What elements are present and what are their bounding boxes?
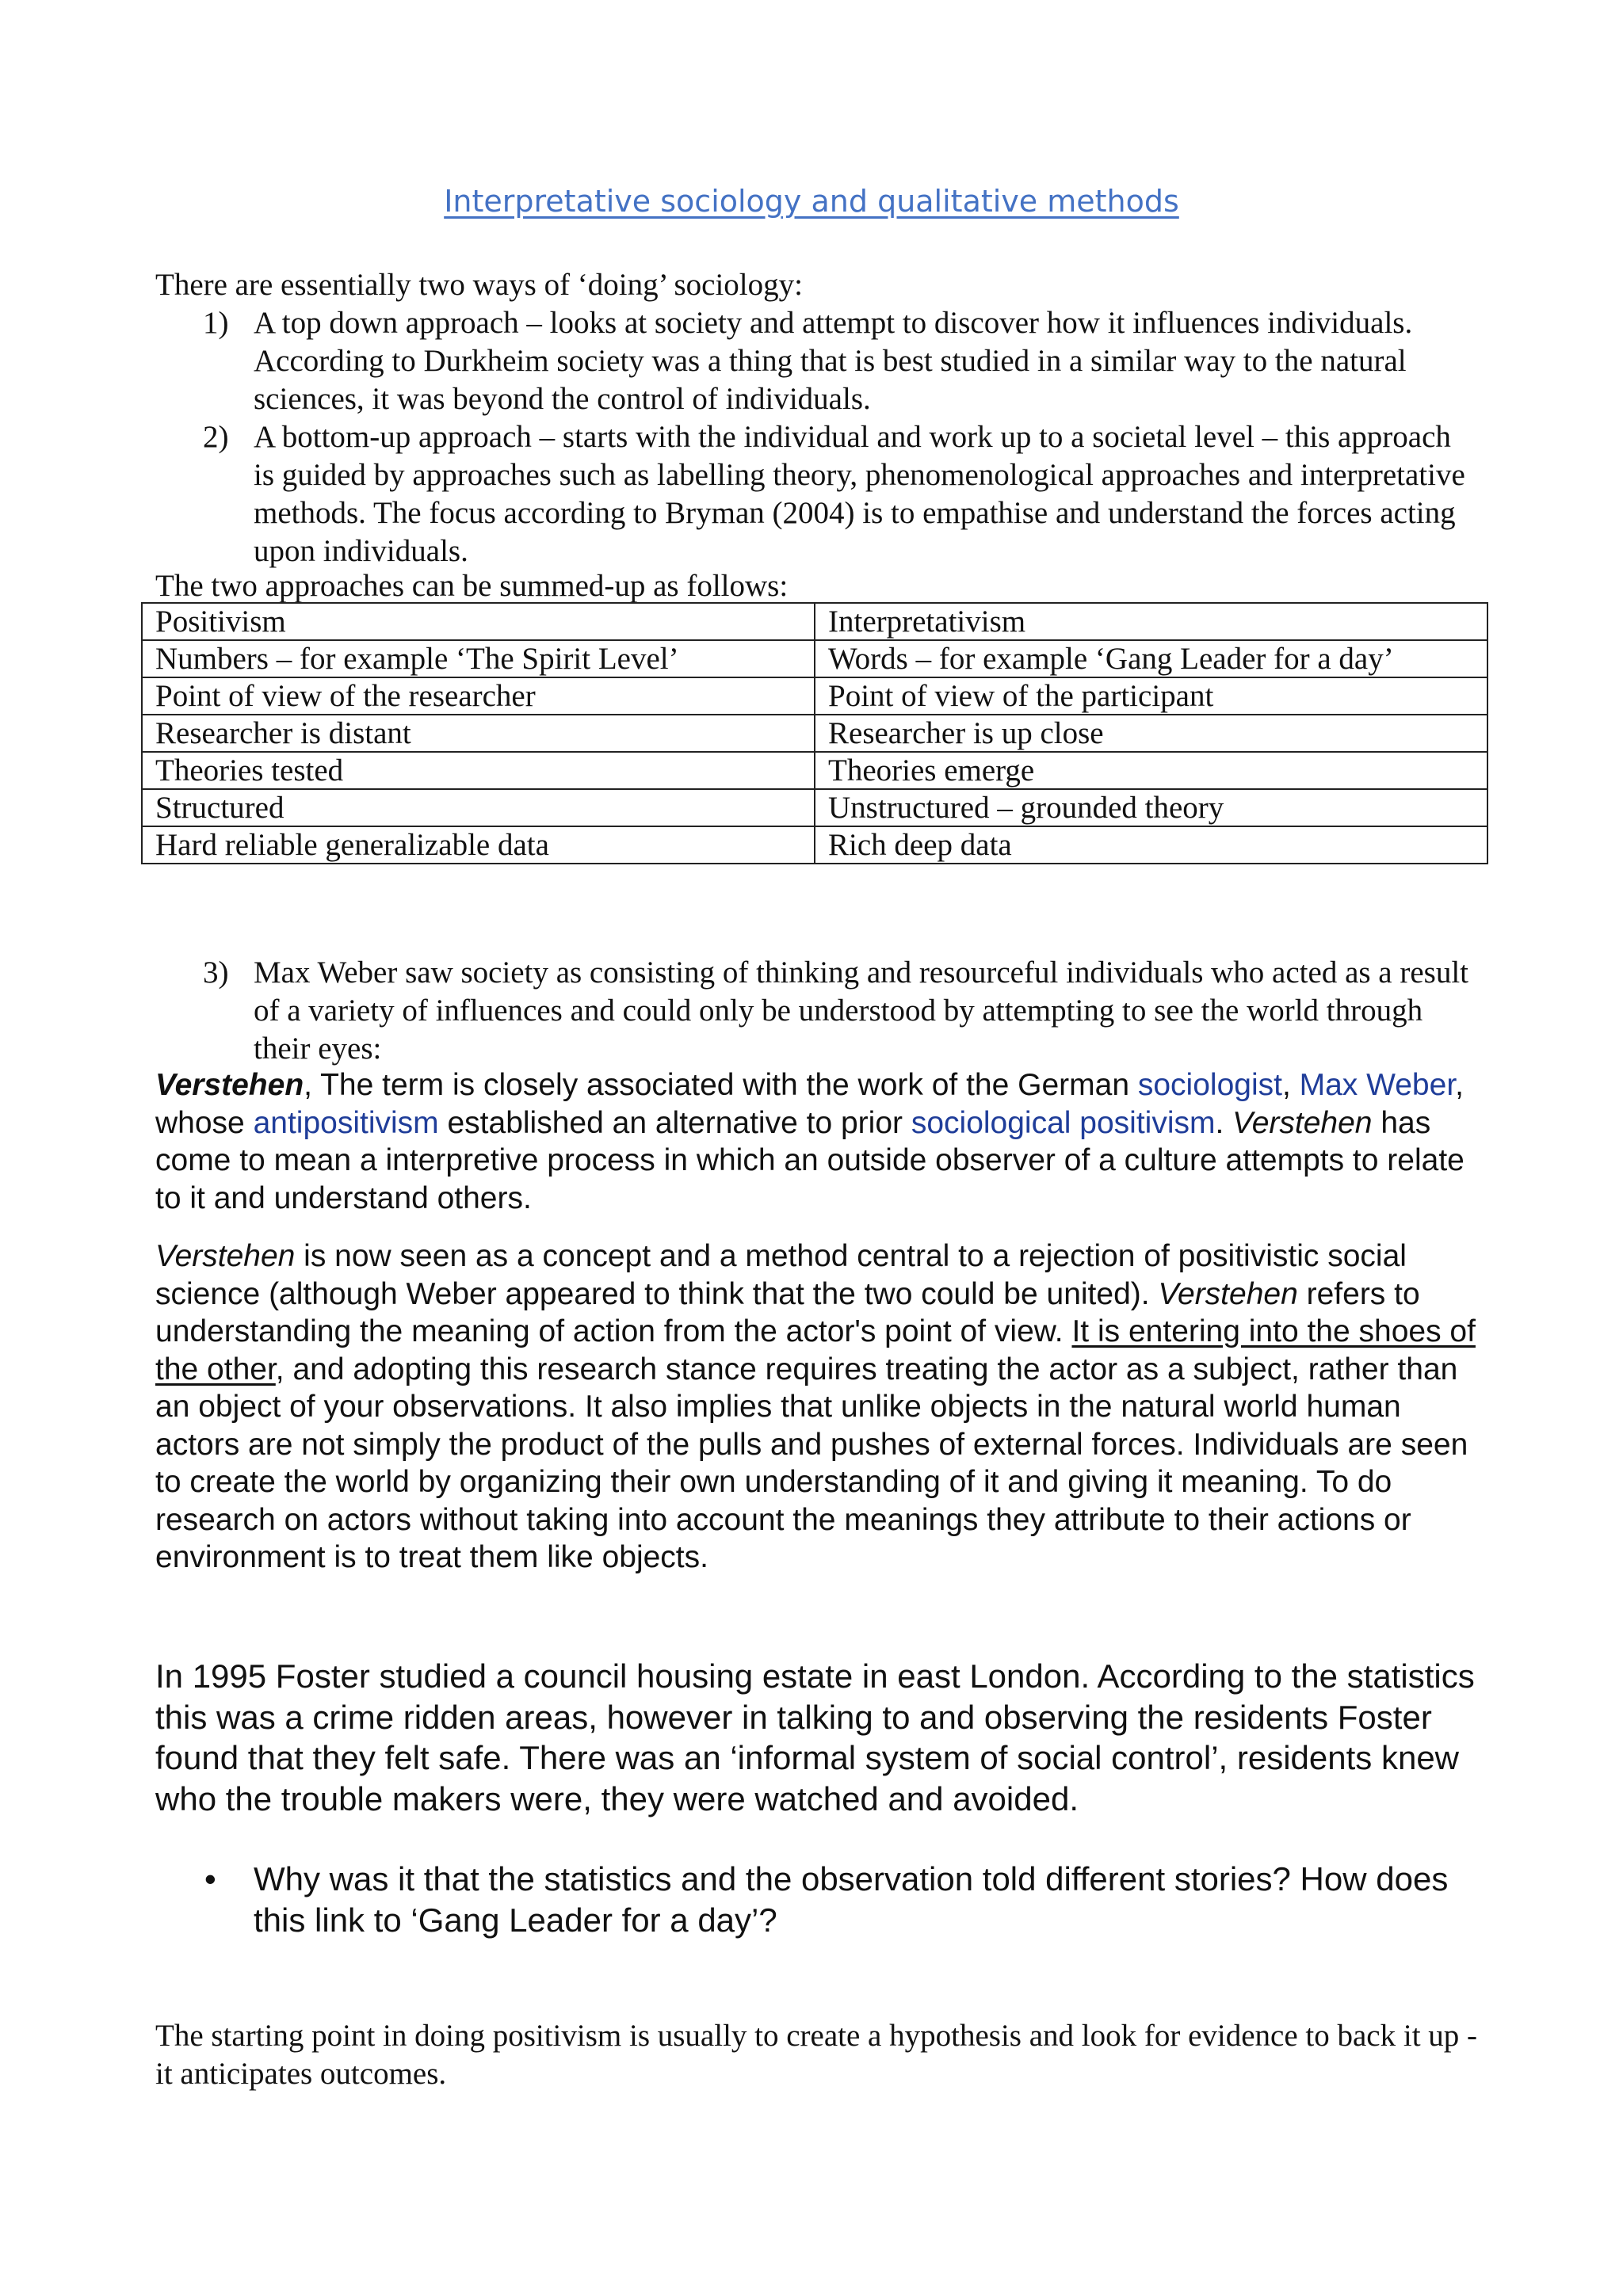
text-run: , The term is closely associated with the work of the German: [304, 1068, 1138, 1102]
closing-paragraph: The starting point in doing positivism is usually to create a hypothesis and look for evidence to back it up - it anticipates outcomes.: [155, 2019, 1478, 2091]
table-cell: Point of view of the participant: [815, 677, 1487, 715]
table-cell: Researcher is distant: [142, 715, 815, 752]
table-row: [142, 677, 1487, 715]
table-cell: Positivism: [142, 603, 815, 640]
list-number: 1): [203, 306, 229, 340]
list-text: A top down approach – looks at society and attempt to discover how it influences individuals. According to Durkheim society was a thing that is best studied in a similar way to the natural sciences, it was beyond the control of individuals.: [254, 306, 1413, 416]
table-row: [142, 826, 1487, 864]
intro-paragraph: There are essentially two ways of ‘doing’ sociology:: [155, 268, 803, 302]
verstehen-term: Verstehen: [1232, 1105, 1373, 1140]
table-cell: Structured: [142, 789, 815, 826]
foster-paragraph: In 1995 Foster studied a council housing estate in east London. According to the statistics this was a crime ridden areas, however in talking to and observing the residents Foster found that they felt safe. There was an ‘informal system of social control’, residents knew who the trouble makers were, they were watched and avoided.: [155, 1657, 1475, 1817]
table-cell: Numbers – for example ‘The Spirit Level’: [142, 640, 815, 677]
text-run: refers to understanding the meaning of action from the actor's point of view.: [155, 1276, 1420, 1348]
link-antipositivism[interactable]: antipositivism: [253, 1105, 439, 1140]
verstehen-term: Verstehen: [155, 1068, 304, 1102]
table-cell: Unstructured – grounded theory: [815, 789, 1487, 826]
text-run: ,: [1281, 1068, 1300, 1102]
list-number: 2): [203, 420, 229, 454]
table-intro: The two approaches can be summed-up as follows:: [155, 569, 789, 603]
bullet-question: Why was it that the statistics and the observation told different stories? How does this link to ‘Gang Leader for a day’?: [254, 1860, 1449, 1939]
link-sociologist[interactable]: sociologist: [1137, 1068, 1282, 1102]
link-max-weber[interactable]: Max Weber: [1299, 1068, 1456, 1102]
table-cell: Theories tested: [142, 752, 815, 789]
text-run: , whose: [155, 1068, 1464, 1140]
table-row: [142, 640, 1487, 677]
verstehen-explanation: [155, 1238, 1487, 1577]
table-cell: Hard reliable generalizable data: [142, 826, 815, 864]
table-cell: Interpretativism: [815, 603, 1487, 640]
list-text: Max Weber saw society as consisting of thinking and resourceful individuals who acted as a result of a variety of influences and could only be understood by attempting to see the world through their eyes:: [254, 955, 1469, 1066]
comparison-table: [141, 602, 1488, 864]
verstehen-term: Verstehen: [1158, 1276, 1298, 1311]
table-cell: Theories emerge: [815, 752, 1487, 789]
table-cell: Words – for example ‘Gang Leader for a day’: [815, 640, 1487, 677]
text-run: has come to mean a interpretive process in which an outside observer of a culture attempts to relate to it and understand others.: [155, 1105, 1465, 1215]
list-number: 3): [203, 955, 229, 990]
text-run: is now seen as a concept and a method central to a rejection of positivistic social science (although Weber appeared to think that the two could be united).: [155, 1239, 1407, 1311]
page-title: Interpretative sociology and qualitative methods: [444, 184, 1179, 219]
underlined-phrase: It is entering into the shoes of the other: [155, 1314, 1476, 1386]
text-run: .: [1215, 1105, 1233, 1140]
verstehen-term: Verstehen: [155, 1239, 296, 1273]
verstehen-definition: [155, 1066, 1487, 1217]
list-text: A bottom-up approach – starts with the individual and work up to a societal level – this approach is guided by approaches such as labelling theory, phenomenological approaches and interpretative methods. The focus according to Bryman (2004) is to empathise and understand the forces acting upon individuals.: [254, 420, 1465, 568]
table-row: [142, 789, 1487, 826]
table-row: [142, 603, 1487, 640]
table-cell: Researcher is up close: [815, 715, 1487, 752]
bullet-icon: •: [204, 1860, 216, 1897]
text-run: established an alternative to prior: [438, 1105, 911, 1140]
text-run: , and adopting this research stance requires treating the actor as a subject, rather than an object of your observations. It also implies that unlike objects in the natural world human actors are not simply the product of the pulls and pushes of external forces. Individuals are seen to create the world by organizing their own understanding of it and giving it meaning. To do research on actors without taking into account the meanings they attribute to their actions or environment is to treat them like objects.: [155, 1352, 1468, 1574]
table-cell: Rich deep data: [815, 826, 1487, 864]
table-row: [142, 752, 1487, 789]
link-sociological-positivism[interactable]: sociological positivism: [911, 1105, 1216, 1140]
table-row: [142, 715, 1487, 752]
table-cell: Point of view of the researcher: [142, 677, 815, 715]
